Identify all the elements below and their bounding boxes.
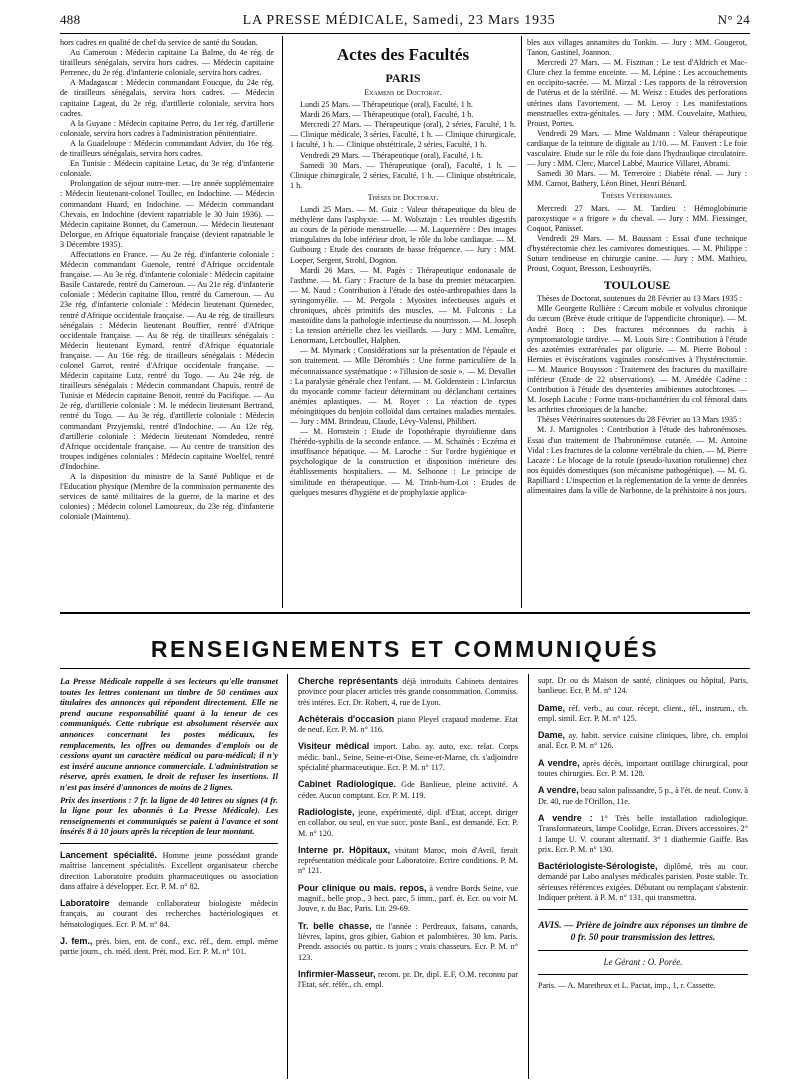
notice-paragraph: Prix des insertions : 7 fr. la ligne de 40 lettres ou signes (4 fr. la ligne pour les abonnés à La Presse Médicale). Les renseignements et communiqués se paient à l'avance et sont insérés 8 à 10 jours après la réception de leur montant. <box>60 794 278 837</box>
paragraph: Samedi 30 Mars. — M. Terreroire : Diabète rénal. — Jury : MM. Carnot, Bathery, Léon Binet, Henri Bénard. <box>527 169 747 189</box>
ad-body: import. Labo. ay. auto, exc. relat. Corps médic. banl., Seine, Seine-et-Oise, Seine-et-Marne, ch. s'adjoindre spécialité pharmaceutique. Ecr. P. M. n° 117. <box>298 742 518 773</box>
subsection-heading: Examens de Doctorat. <box>364 88 442 97</box>
ad-heading: Interne pr. Hôpitaux, <box>298 844 391 855</box>
ad-heading: Bactériologiste-Sérologiste, <box>538 861 658 872</box>
ad-body: piano Pleyel crapaud moderne. Etat de neuf. Ecr. P. M. n° 116. <box>298 714 518 735</box>
classified-ad <box>60 850 278 892</box>
ad-body: visitant Maroc, mois d'Avril, ferait représentation médicale pour Laboratoire. Ecrire conditions. P. M. n° 121. <box>298 845 518 876</box>
ad-heading: A vendre, <box>538 785 579 796</box>
paragraph: Affectations en France. — Au 2e rég. d'infanterie coloniale : Médecin commandant Guenole, rentré d'Afrique occidentale française. — Au 3e rég. d'infanterie coloniale : Médecin capitaine Basile Castarede, rentré du Cameroun. — Au 21e rég. d'infanterie coloniale : Médecin capitaine Illou, rentré du Cameroun. — Au 23e rég. d'infanterie coloniale : Médecin lieutenant Quenedec, rentré d'Afrique occidentale française. — Au 4e rég. de tirailleurs sénégalais : Médecin lieutenant Bouffier, rentré d'Afrique occidentale française. — Au 8e rég. de tirailleurs sénégalais : Médecin lieutenant Eymard, rentré d'Afrique équatoriale française. — Au 16e rég. de tirailleurs sénégalais : Médecin colonel Garrot, rentré d'Afrique occidentale française. — Médecin capitaine Lutz, rentré du Togo. — Au 24e rég. de tirailleurs sénégalais : Médecin commandant Chapuis, rentré de Tunisie et Médecin capitaine Benoit, rentré du Pacifique. — Au 2e rég. d'artillerie coloniale : M. le médecin lieutenant Bertrand, rentré du Togo. — Au 3e rég. d'artillerie coloniale : Médecin commandant Przyjemski, rentré d'Indochine. — Au 12e rég. d'artillerie coloniale : Médecin lieutenant Nomdedeu, rentré d'Afrique occidentale française. — Au centre de transition des troupes indigènes coloniales : Médecin capitaine Woelfel, rentré d'Indochine. <box>60 249 274 471</box>
paragraph: Thèses de Doctorat, soutenues du 28 Février au 13 Mars 1935 : <box>537 294 742 304</box>
ad-heading: Cabinet Radiologique. <box>298 779 397 790</box>
paragraph: — M. Hornstein : Etude de l'opothérapie thyroïdienne dans l'hérédo-syphilis de la seconde enfance. — M. Schaïnès : Eczéma et insuffisance hépatique. — M. Laroche : Sur l'ordre hygiénique et psychologique de la construction et disposition intérieure des établissements hospitaliers. — M. Selbonne : Le principe de similitude en thérapeutique. — M. Trinh-hum-Loi : Etudes de quelques mesures d'hygiène et de prophylaxie applica- <box>290 427 516 497</box>
ad-body: supr. Dr ou ds Maison de santé, cliniques ou hôpital, Paris, banlieue. Ecr. P. M. n° 124. <box>538 676 748 696</box>
ad-heading: Radiologiste, <box>298 806 355 817</box>
paragraph: Vendredi 29 Mars. — M. Baussant : Essai d'une technique d'hystérectomie chez les carnivores domestiques. — M. Philippe : Suture tendineuse en chirurgie canine. — Jury : MM. Mathieu, Proust, Coquot, Bresson, Lesbouyriès. <box>527 233 747 274</box>
ad-body: recom. pr. Dr, dipl. E.F, O.M. reconnu par l'Etat, sér. référ., ch. empl. <box>298 969 518 990</box>
classified-ad <box>298 714 518 736</box>
ad-body: Homme jeune possédant grande maîtrise lancement spécialités. Excellent organisateur cherche direction Laboratoire produits pharmaceutiques ou association dans affaire à développer. Ecr. P. M. n° 82. <box>60 850 278 891</box>
classified-ad <box>538 785 748 807</box>
column-divider <box>528 674 529 1079</box>
subsection-heading: Thèses de Doctorat. <box>367 192 439 202</box>
paragraph: Mercredi 27 Mars. — M. Tardieu : Hémoglobinurie paroxystique « a frigore » du cheval. — Jury : MM. Fiessinger, Coquot, Panisset. <box>527 203 747 233</box>
divider <box>538 909 748 910</box>
section-title: Actes des Facultés <box>336 45 470 64</box>
column-divider <box>287 674 288 1079</box>
paragraph: A la Guadeloupe : Médecin commandant Advier, du 16e rég. de tirailleurs sénégalais, servira hors cadres. <box>60 138 274 159</box>
ad-body: Gde Banlieue, pleine activité. A céder. Aucun comptant. Ecr. P. M. 119. <box>298 780 518 800</box>
issue-number: N° 24 <box>717 12 750 27</box>
city-heading: TOULOUSE <box>603 278 671 293</box>
paragraph: Lundi 25 Mars. — M. Guiz : Valeur thérapeutique du bleu de méthylène dans l'asphyxie. — M. Wolsztajn : Les troubles digestifs au cours de la période menstruelle. — M. Laquerrière : Des images triangulaires du lobe inférieur droit, le rôle du lobe cardiaque. — M. Guibourg : Etude des courants de basse fréquence. — Jury : MM. Loeper, Sergent, Strohl, Dognon. <box>290 205 516 265</box>
page-header <box>60 12 750 32</box>
ad-body: tte l'année : Perdreaux, faisans, canards, lièvres, lapins, gros gibier, Gabion et palombières. 30 km. Paris. Prendr. associés ou partic. ts jours ; vrais chasseurs. Ecr. P. M. n° 123. <box>298 921 518 962</box>
column-divider <box>521 36 522 608</box>
ad-body: après décès, important outillage chirurgical, pour toutes chirurgies. Ecr. P. M. 128. <box>538 758 748 779</box>
divider <box>538 974 748 975</box>
ad-heading: Lancement spécialité. <box>60 849 158 860</box>
classified-ad <box>60 936 278 958</box>
classified-ad <box>538 758 748 780</box>
divider <box>538 950 748 951</box>
classified-ad <box>298 741 518 773</box>
paragraph: Au Cameroun : Médecin capitaine La Balme, du 4e rég. de tirailleurs sénégalais, servira hors cadres. — Médecin capitaine Perrenec, du 2e rég. d'infanterie coloniale, servira hors cadres. <box>60 48 274 78</box>
column-2 <box>290 38 516 608</box>
header-rule <box>60 33 750 34</box>
ad-body: ay. habit. service cuisine cliniques, libre, ch. emploi anal. Ecr. P. M. n° 126. <box>538 731 748 751</box>
column-3 <box>527 38 747 608</box>
ad-body: 1° Très belle installation radiologique. Transformateurs, lampe Coolidge, Ecran. Divers accessoires. 2° 1 lampe U. V. courant alternatif. 3° 1 diathermie Gaiffe. Bas prix. Ecr. P. M. n° 130. <box>538 813 748 854</box>
ad-body: diplômé, très au cour. demandé par Labo analyses médicales parisien. Poste stable. Tr. sérieuses références exigées. Débutant ou remplaçant s'abstenir. Indiquer prétent. à P. M. n° 131, qui transmettra. <box>538 862 748 903</box>
paragraph: bles aux villages annamites du Tonkin. — Jury : MM. Gougerot, Tanon, Gastinel, Joannon. <box>527 38 747 58</box>
paragraph: Mercredi 27 Mars. — M. Fiszman : Le test d'Aldrich et Mac-Clure chez la femme enceinte. — M. Lépine : Les accouchements en occipito-sacrée. — M. Mirzal : Les rapports de la rétroversion de l'utérus et de la stérilité. — M. Weisz : Etudes des perforations utérines dans l'avortement. — M. Leroy : Les manifestations menstruelles extra-génitales. — Jury : MM. Couvelaire, Mathieu, Proust, Portes. <box>527 58 747 128</box>
classified-ad <box>538 703 748 725</box>
paragraph: Mercredi 27 Mars. — Thérapeutique (oral), 2 séries, Faculté, 1 h. — Clinique médicale, 3 séries, Faculté, 1 h. — Clinique chirurgicale, 1 faculté, 1 h. — Clinique obstétricale, 2 séries, Faculté, 1 h. <box>290 120 516 150</box>
section-rule <box>60 668 750 669</box>
classified-ad <box>538 730 748 752</box>
ad-body: déjà introduits Cabinets dentaires province pour placer articles très grande consommation. Commiss. très intéres. Ecr. Dr. Robert, 4, rue de Lyon. <box>298 677 518 707</box>
classified-ad <box>298 845 518 877</box>
page-number: 488 <box>60 12 81 27</box>
ad-body: jeune, expérimenté, dipl. d'Etat, accept. diriger en collabor. ou seul, en vue succ. poste Banl., est demandé. Ecr. P. M. n° 120. <box>298 807 518 838</box>
classified-ad <box>298 883 518 915</box>
column-1 <box>60 38 274 608</box>
ad-heading: Dame, <box>538 702 566 713</box>
ad-heading: J. fem., <box>60 935 93 946</box>
classified-ad <box>298 921 518 963</box>
classified-ad <box>538 676 748 697</box>
paragraph: A la Guyane : Médecin capitaine Perro, du 1er rég. d'artillerie coloniale, servira hors cadres à l'administration pénitentiaire. <box>60 118 274 138</box>
ad-body: à vendre Bords Seine, vue magnif., belle prop., 3 hect. parc, 5 imm., parf. ét. Ecr. ou voir M. Jouve, r. du Bac, Paris. Lit. 29-69. <box>298 883 518 914</box>
paragraph: Samedi 30 Mars. — Thérapeutique (oral), Faculté, 1 h. — Clinique chirurgicale, 2 séries, Faculté, 1 h. — Clinique obstétricale, 1 h. <box>290 160 516 190</box>
ad-heading: A vendre : <box>538 812 593 823</box>
ad-heading: Dame, <box>538 730 566 741</box>
classified-ad <box>298 676 518 708</box>
paragraph: — M. Mymark : Considérations sur la présentation de l'épaule et son traitement. — Mlle Dérombiès : Une forme particulière de la méconnaissance systématique : « l'illusion de sosie ». — M. Devallet : La paralysie générale chez l'enfant. — M. Goldenstein : L'infarctus du myocarde comme facteur déterminant ou déclanchant certaines anémies aplastiques. — M. Royer : La réaction de types méningitiques du benjoin colloïdal dans certaines maladies mentales. — Jury : MM. Brindeau, Claude, Lévy-Valensi, Philibert. <box>290 346 516 426</box>
ad-heading: Tr. belle chasse, <box>298 920 372 931</box>
ads-column-1 <box>60 676 278 1076</box>
ad-body: demande collaborateur biologiste médecin français, au courant des recherches bactériologiques et hématologiques. Ecr. P. M. n° 84. <box>60 899 278 929</box>
ad-heading: A vendre, <box>538 757 580 768</box>
paragraph: A la disposition du ministre de la Santé Publique et de l'Education physique (Membre de la commission permanente des services de santé militaires de la guerre, de la marine et des colonies) : Médecin colonel Lamoureux, du 23e rég. d'infanterie coloniale (Maintenu). <box>60 472 274 522</box>
ad-heading: Achèterais d'occasion <box>298 713 395 724</box>
paragraph: En Tunisie : Médecin capitaine Letac, du 3e rég. d'infanterie coloniale. <box>60 159 274 179</box>
ad-heading: Laboratoire <box>60 898 110 909</box>
city-heading: PARIS <box>385 71 421 85</box>
paragraph: A Madagascar : Médecin commandant Foucque, du 24e rég. de tirailleurs sénégalais, servira hors cadres. — Médecin capitaine Lageat, du 2e rég. d'artillerie coloniale, servira hors cadres. <box>60 78 274 118</box>
paragraph: hors cadres en qualité de chef du service de santé du Soudan. <box>60 38 258 47</box>
notice-paragraph: La Presse Médicale rappelle à ses lecteurs qu'elle transmet toutes les lettres contenant un timbre de 50 centimes aux titulaires des annonces qui répondent directement. Elle ne prend aucune responsabilité quant à la teneur de ces communiqués. Cette rubrique est absolument réservée aux annonces concernant les postes médicaux, les remplacements, les offres ou demandes d'emplois ou de cessions ayant un caractère médical ou para-médical; il n'y est inséré aucune annonce commerciale. L'administration se réserve, après examen, le droit de refuser les insertions. Il n'est pas inséré d'annonces de moins de 2 lignes. <box>60 676 278 792</box>
classified-ad <box>298 969 518 991</box>
paragraph: M. J. Martignoles : Contribution à l'étude des habronémoses. Essai d'un traitement de l'habronémose cutanée. — M. Antoine Vidal : Les fractures de la colonne vertébrale du chien. — M. Pierre Lacaze : Le blocage de la rotule (pseudo-luxation rotulienne) chez nos équidés domestiques (son mécanisme pathogénique). — M. G. Rapilliard : L'inspection et la réglementation de la vente de denrées alimentaires dans la ville de Narbonne, de la préhistoire à nos jours. <box>527 425 747 496</box>
paragraph: Vendredi 29 Mars. — Thérapeutique (oral), Faculté, 1 h. <box>300 150 483 160</box>
avis-notice: AVIS. — Prière de joindre aux réponses un timbre de 0 fr. 50 pour transmission des lettres. <box>538 921 748 944</box>
ad-heading: Visiteur médical <box>298 741 370 752</box>
divider <box>60 843 278 844</box>
paragraph: Vendredi 29 Mars. — Mme Waldmann : Valeur thérapeutique cardiaque de la teinture de digitale au 1/10. — M. Fauvert : Le foie vasculaire. Etude sur le rôle du foie dans l'hydraulique circulatoire. — Jury : MM. Clerc, Marcel Labbé, Maurice Villaret, Abrami. <box>527 128 747 169</box>
paragraph: Lundi 25 Mars. — Thérapeutique (oral), Faculté, 1 h. <box>300 100 473 110</box>
classified-ad <box>538 861 748 903</box>
paragraph: Mlle Georgette Rullière : Cæcum mobile et volvulus chronique du cæcum (Brève étude critique de l'appendicite chronique). — M. André Bocq : Des fractures méconnues du rachis à symptomatologie tardive. — M. Louis Sire : Contribution à l'étude des azotémies extrarénales par oligurie. — M. Pierre Boboul : Hernies et éviscérations vaginales consécutives à l'hystérectomie. — M. Maurice Bouysson : Traitement des fractures du maxillaire inférieur (Etude de 22 observations). — M. Amédée Cadène : Contribution à l'étude des dysenteries amibiennes autochtones. — M. Joseph Lacube : Forme trans-trochantérien du col fémoral dans les arthrites chroniques de la hanche. <box>527 304 747 415</box>
classified-ad <box>538 813 748 855</box>
classified-ad <box>60 898 278 930</box>
subsection-heading: Thèses Vétérinaires. <box>601 191 673 201</box>
classified-ad <box>298 779 518 801</box>
column-divider <box>282 36 283 608</box>
ads-column-2 <box>298 676 518 1076</box>
ad-heading: Infirmier-Masseur, <box>298 968 376 979</box>
ads-column-3 <box>538 676 748 1076</box>
paragraph: Prolongation de séjour outre-mer. —1re année supplémentaire : Médecin lieutenant-colonel Toullec, en Indochine. — Médecin commandant Huard, en Indochine. — Médecin commandant Chevais, en Indochine (devient rapatriable le 30 Juin 1936). — Médecin capitaine Bonnet, du Cameroun. — Médecin lieutenant Delorgue, en Afrique équatoriale française (devient rapatriable le 3 Décembre 1935). <box>60 179 274 249</box>
journal-title: LA PRESSE MÉDICALE, Samedi, 23 Mars 1935 <box>242 13 556 28</box>
paragraph: Mardi 26 Mars. — M. Pagès : Thérapeutique endonasale de l'asthme. — M. Gary : Fracture de la base du premier métacarpien. — M. Naud : Contribution à l'étude des ostéo-arthropathies dans la syringomyélie. — M. Pergola : Myosites infectieuses aiguës et chroniques, abcès primitifs des muscles. — M. Fulconis : La mastoïdite dans la pathologie infectieuse du nourrisson. — M. Joseph : La tension artérielle chez les vieillards. — Jury : MM. Lemaître, Lenormant, Lercboullet, Halphen. <box>290 265 516 346</box>
paragraph: Thèses Vétérinaires soutenues du 28 Février au 13 Mars 1935 : <box>537 415 742 425</box>
ad-body: prés. bien, ent. de conf., exc. réf., dem. empl. même partie journ., ch. méd. dent. Prét. mod. Ecr. P. M. n° 101. <box>60 936 278 957</box>
renseignements-title: RENSEIGNEMENTS ET COMMUNIQUÉS <box>150 636 660 662</box>
ad-body: beau salon palissandre, 5 p., à l'ét. de neuf. Conv. à Dr. 40, rue de l'Orillon, 11e. <box>538 786 748 806</box>
ad-heading: Cherche représentants <box>298 676 399 686</box>
ad-body: réf. verb., au cour. récept. client., tél., instrum., ch. empl. simil. Ecr. P. M. n° 125. <box>538 703 748 723</box>
section-rule <box>60 612 750 614</box>
paragraph: Mardi 26 Mars. — Thérapeutique (oral), Faculté, 1 h. <box>300 110 474 120</box>
ad-heading: Pour clinique ou mais. repos, <box>298 882 427 893</box>
printer-line: Paris. — A. Maretheux et L. Pactat, imp., 1, r. Cassette. <box>538 980 716 990</box>
gerant-line: Le Gérant : O. Porée. <box>603 957 683 968</box>
classified-ad <box>298 807 518 839</box>
